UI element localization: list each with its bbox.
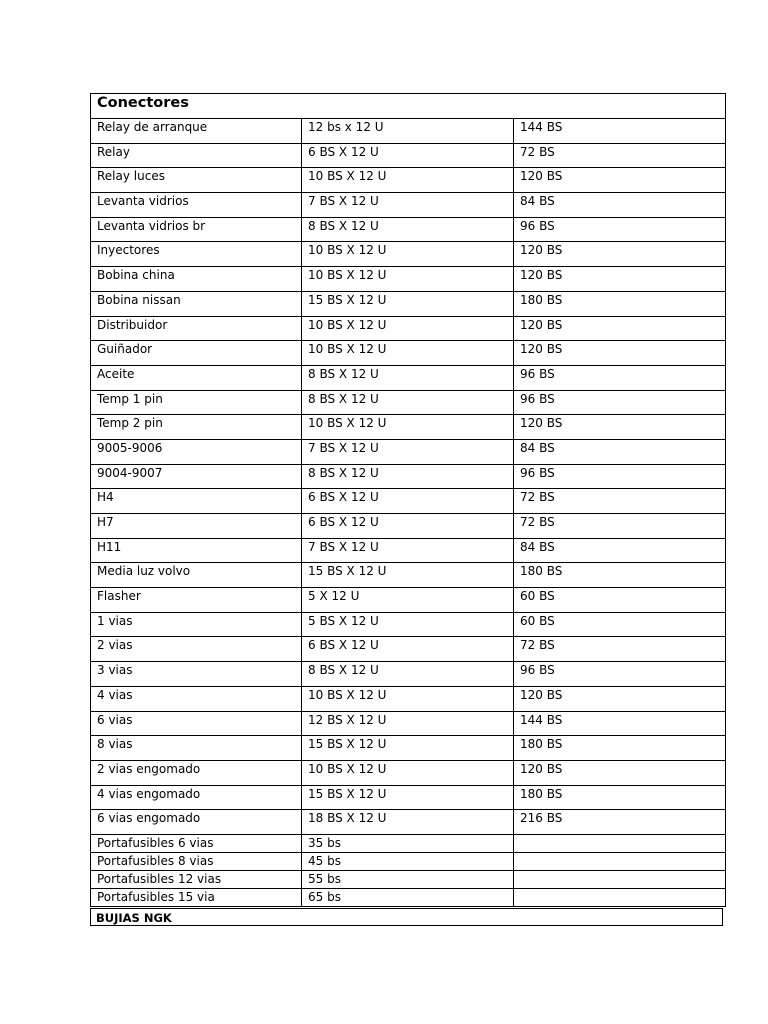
table-row — [91, 267, 726, 292]
item-name-cell: 2 vias — [91, 637, 302, 662]
table-row — [91, 711, 726, 736]
table-row — [91, 563, 726, 588]
total-price-cell: 72 BS — [514, 143, 726, 168]
item-name-cell: H4 — [91, 489, 302, 514]
total-price-cell: 72 BS — [514, 514, 726, 539]
unit-price-cell: 10 BS X 12 U — [302, 760, 514, 785]
unit-price-cell: 8 BS X 12 U — [302, 365, 514, 390]
total-price-cell: 144 BS — [514, 711, 726, 736]
item-name-cell: Portafusibles 12 vias — [91, 870, 302, 888]
unit-price-cell: 8 BS X 12 U — [302, 662, 514, 687]
item-name-cell: Portafusibles 6 vias — [91, 834, 302, 852]
unit-price-cell: 10 BS X 12 U — [302, 242, 514, 267]
table-row — [91, 514, 726, 539]
item-name-cell: Levanta vidrios br — [91, 217, 302, 242]
total-price-cell: 120 BS — [514, 316, 726, 341]
item-name-cell: Guiñador — [91, 341, 302, 366]
item-name-cell: Bobina china — [91, 267, 302, 292]
item-name-cell: Bobina nissan — [91, 291, 302, 316]
unit-price-cell: 8 BS X 12 U — [302, 217, 514, 242]
item-name-cell: Relay — [91, 143, 302, 168]
total-price-cell: 216 BS — [514, 810, 726, 835]
unit-price-cell: 6 BS X 12 U — [302, 514, 514, 539]
unit-price-cell: 12 bs x 12 U — [302, 119, 514, 144]
total-price-cell: 180 BS — [514, 785, 726, 810]
table-row — [91, 193, 726, 218]
total-price-cell: 120 BS — [514, 242, 726, 267]
table-row — [91, 852, 726, 870]
table-row — [91, 415, 726, 440]
item-name-cell: 9004-9007 — [91, 464, 302, 489]
item-name-cell: Temp 2 pin — [91, 415, 302, 440]
total-price-cell: 96 BS — [514, 365, 726, 390]
total-price-cell: 60 BS — [514, 612, 726, 637]
table-row — [91, 736, 726, 761]
total-price-cell: 180 BS — [514, 563, 726, 588]
unit-price-cell: 6 BS X 12 U — [302, 143, 514, 168]
table-row — [91, 870, 726, 888]
bujias-ngk-header: BUJIAS NGK — [90, 908, 723, 926]
item-name-cell: Relay de arranque — [91, 119, 302, 144]
total-price-cell: 120 BS — [514, 686, 726, 711]
unit-price-cell: 15 BS X 12 U — [302, 291, 514, 316]
total-price-cell: 180 BS — [514, 291, 726, 316]
item-name-cell: 6 vias — [91, 711, 302, 736]
unit-price-cell: 35 bs — [302, 834, 514, 852]
table-row — [91, 686, 726, 711]
total-price-cell: 84 BS — [514, 439, 726, 464]
unit-price-cell: 7 BS X 12 U — [302, 193, 514, 218]
table-row — [91, 390, 726, 415]
total-price-cell: 120 BS — [514, 267, 726, 292]
table-row — [91, 538, 726, 563]
table-row — [91, 612, 726, 637]
table-row — [91, 637, 726, 662]
total-price-cell: 84 BS — [514, 538, 726, 563]
item-name-cell: 2 vias engomado — [91, 760, 302, 785]
item-name-cell: Media luz volvo — [91, 563, 302, 588]
unit-price-cell: 12 BS X 12 U — [302, 711, 514, 736]
section-title: Conectores — [91, 94, 726, 119]
unit-price-cell: 18 BS X 12 U — [302, 810, 514, 835]
total-price-cell: 96 BS — [514, 464, 726, 489]
item-name-cell: Inyectores — [91, 242, 302, 267]
unit-price-cell: 6 BS X 12 U — [302, 489, 514, 514]
item-name-cell: H11 — [91, 538, 302, 563]
table-row — [91, 291, 726, 316]
table-row — [91, 143, 726, 168]
table-title-row — [91, 94, 726, 119]
total-price-cell: 120 BS — [514, 415, 726, 440]
unit-price-cell: 5 X 12 U — [302, 588, 514, 613]
unit-price-cell: 6 BS X 12 U — [302, 637, 514, 662]
table-row — [91, 217, 726, 242]
table-row — [91, 119, 726, 144]
total-price-cell: 72 BS — [514, 489, 726, 514]
item-name-cell: Flasher — [91, 588, 302, 613]
total-price-cell: 84 BS — [514, 193, 726, 218]
table-row — [91, 242, 726, 267]
unit-price-cell: 5 BS X 12 U — [302, 612, 514, 637]
table-row — [91, 489, 726, 514]
item-name-cell: 4 vias — [91, 686, 302, 711]
unit-price-cell: 15 BS X 12 U — [302, 785, 514, 810]
item-name-cell: Aceite — [91, 365, 302, 390]
table-row — [91, 316, 726, 341]
unit-price-cell: 55 bs — [302, 870, 514, 888]
item-name-cell: Portafusibles 15 via — [91, 888, 302, 906]
item-name-cell: Levanta vidrios — [91, 193, 302, 218]
item-name-cell: Portafusibles 8 vias — [91, 852, 302, 870]
total-price-cell: 60 BS — [514, 588, 726, 613]
table-row — [91, 341, 726, 366]
unit-price-cell: 15 BS X 12 U — [302, 563, 514, 588]
item-name-cell: 4 vias engomado — [91, 785, 302, 810]
total-price-cell: 120 BS — [514, 168, 726, 193]
total-price-cell: 96 BS — [514, 662, 726, 687]
total-price-cell: 96 BS — [514, 390, 726, 415]
item-name-cell: 1 vias — [91, 612, 302, 637]
total-price-cell: 180 BS — [514, 736, 726, 761]
total-price-cell: 120 BS — [514, 341, 726, 366]
unit-price-cell: 15 BS X 12 U — [302, 736, 514, 761]
item-name-cell: 9005-9006 — [91, 439, 302, 464]
unit-price-cell: 10 BS X 12 U — [302, 415, 514, 440]
unit-price-cell: 65 bs — [302, 888, 514, 906]
unit-price-cell: 10 BS X 12 U — [302, 267, 514, 292]
total-price-cell — [514, 888, 726, 906]
table-row — [91, 834, 726, 852]
total-price-cell: 144 BS — [514, 119, 726, 144]
unit-price-cell: 45 bs — [302, 852, 514, 870]
unit-price-cell: 7 BS X 12 U — [302, 439, 514, 464]
table-row — [91, 365, 726, 390]
unit-price-cell: 10 BS X 12 U — [302, 341, 514, 366]
item-name-cell: 3 vias — [91, 662, 302, 687]
table-row — [91, 168, 726, 193]
total-price-cell: 72 BS — [514, 637, 726, 662]
conectores-table — [90, 93, 726, 907]
table-row — [91, 888, 726, 906]
item-name-cell: Distribuidor — [91, 316, 302, 341]
table-row — [91, 785, 726, 810]
item-name-cell: 8 vias — [91, 736, 302, 761]
total-price-cell: 120 BS — [514, 760, 726, 785]
table-row — [91, 760, 726, 785]
table-row — [91, 588, 726, 613]
total-price-cell — [514, 852, 726, 870]
item-name-cell: Temp 1 pin — [91, 390, 302, 415]
unit-price-cell: 8 BS X 12 U — [302, 390, 514, 415]
total-price-cell — [514, 834, 726, 852]
item-name-cell: 6 vias engomado — [91, 810, 302, 835]
table-row — [91, 464, 726, 489]
unit-price-cell: 8 BS X 12 U — [302, 464, 514, 489]
unit-price-cell: 7 BS X 12 U — [302, 538, 514, 563]
table-row — [91, 810, 726, 835]
total-price-cell: 96 BS — [514, 217, 726, 242]
total-price-cell — [514, 870, 726, 888]
unit-price-cell: 10 BS X 12 U — [302, 316, 514, 341]
unit-price-cell: 10 BS X 12 U — [302, 168, 514, 193]
item-name-cell: Relay luces — [91, 168, 302, 193]
table-row — [91, 439, 726, 464]
table-row — [91, 662, 726, 687]
unit-price-cell: 10 BS X 12 U — [302, 686, 514, 711]
item-name-cell: H7 — [91, 514, 302, 539]
